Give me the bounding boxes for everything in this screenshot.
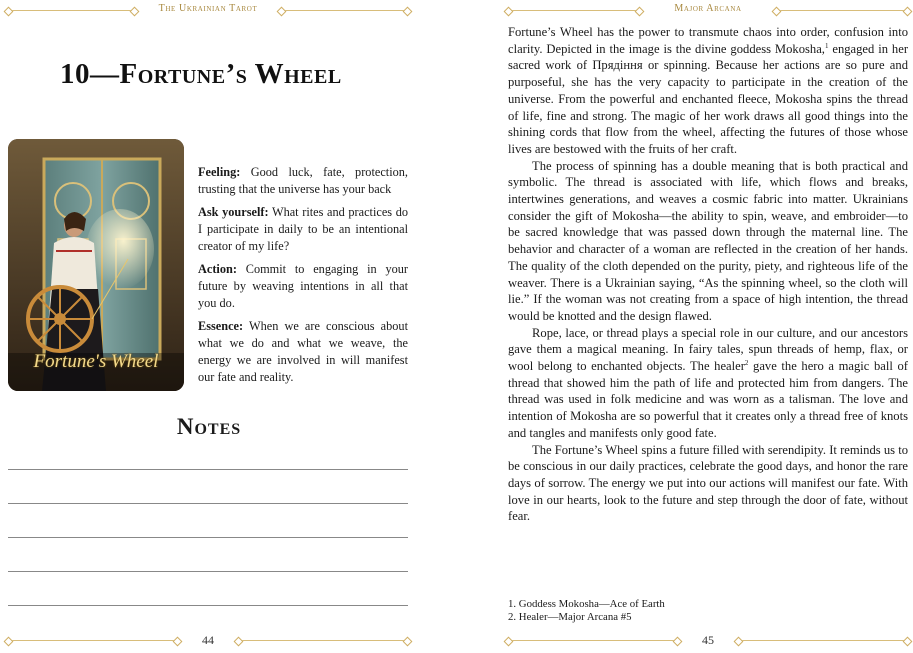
notes-line — [8, 503, 408, 504]
page-number: 45 — [702, 633, 714, 647]
footnote: 1. Goddess Mokosha—Ace of Earth — [508, 598, 665, 610]
footnotes — [508, 598, 665, 623]
notes-heading: Notes — [176, 414, 242, 439]
meaning-action: Action: Commit to engaging in your future by weaving intentions in all that you do. — [198, 262, 408, 310]
left-page — [0, 0, 418, 653]
header-ornament-left — [8, 10, 135, 11]
header-ornament-right — [281, 10, 408, 11]
paragraph: The Fortune’s Wheel spins a future filled with serendipity. It reminds us to be conscious in our daily practices, celebrate the good days, and honor the rare days of sorrow. The energy we put into our actions will manifest our fate. With love in our hearts, look to the future and step through the door of fate, without fear. — [508, 442, 908, 524]
body-text — [508, 24, 908, 525]
footnote: 2. Healer—Major Arcana #5 — [508, 610, 632, 623]
meaning-feeling: Feeling: Good luck, fate, protection, trusting that the universe has your back — [198, 165, 408, 196]
notes-line — [8, 605, 408, 606]
page-title: 10—Fortune’s Wheel — [60, 58, 342, 90]
paragraph: The process of spinning has a double meaning that is both practical and symbolic. The thread is associated with life, which flows and breaks, intertwines generations, and weaves a cosmic fabric into matter. Ukrainians consider the gift of Mokosha—the ability to spin, weave, and embroider—to be sacred knowledge that was passed down through the maternal line. The behavior and character of a woman are reflected in the creation of her hands. The quality of the cloth depended on the purity, piety, and righteous life of the weaver. There is a Ukrainian saying, “As the spinning wheel, so the cloth will lie.” If the woman was not creating from a space of high intention, the thread would be knotted and the design flawed. — [508, 158, 908, 323]
meaning-essence: Essence: When we are conscious about what we do and what we weave, the energy we are involved in will manifest our fate and reality. — [198, 319, 408, 384]
footnote-ref: 1 — [824, 41, 829, 50]
footer-ornament-left — [8, 640, 178, 641]
right-page — [495, 0, 913, 653]
card-meanings — [198, 164, 408, 392]
running-head: The Ukrainian Tarot — [158, 3, 258, 14]
footnote-ref: 2 — [744, 358, 749, 367]
notes-line — [8, 571, 408, 572]
footer-ornament-left — [508, 640, 678, 641]
tarot-card-image — [8, 139, 184, 391]
paragraph: Fortune’s Wheel has the power to transmute chaos into order, confusion into clarity. Depicted in the image is the divine goddess Mokosha,$^1$ engaged in her sacred work of Прядіння or spinning. Because her actions are so pure and purposeful, she has the very capacity to participate in the creation of the universe. From the powerful and enchanted fleece, Mokosha spins the thread of life, fine and strong. The magic of her work draws all good things into the shining cords that flow from the wheel, affecting the futures of those whose lives are bestowed with the fruits of her craft. — [508, 25, 909, 156]
running-head: Major Arcana — [674, 3, 742, 14]
header-ornament-right — [776, 10, 908, 11]
paragraph: Rope, lace, or thread plays a special role in our culture, and our ancestors gave them a magical meaning. In fairy tales, spun threads of hemp, flax, or wool belong to enchanted objects. The healer$^2$ gave the hero a magic ball of thread that showed him the path of life and protected him from dangers. The thread was used in folk medicine and was worn as a talisman. The love and intention of Mokosha are so powerful that it creates only a thread free of knots and tangles and manifests only good fate. — [508, 325, 908, 440]
footer-ornament-right — [238, 640, 408, 641]
notes-line — [8, 537, 408, 538]
footer-ornament-right — [738, 640, 908, 641]
card-caption: Fortune's Wheel — [33, 351, 159, 372]
meaning-ask-yourself: Ask yourself: What rites and practices do I participate in daily to be an intentional creator of my life? — [198, 205, 408, 253]
page-number: 44 — [202, 633, 214, 647]
header-ornament-left — [508, 10, 640, 11]
notes-line — [8, 469, 408, 470]
